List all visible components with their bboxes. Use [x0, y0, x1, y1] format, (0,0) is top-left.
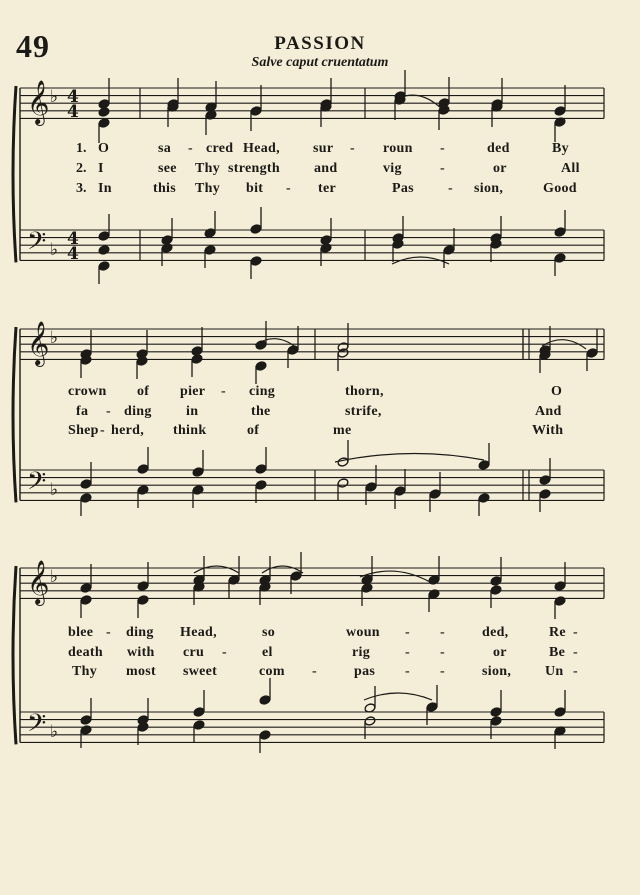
lyric-syllable: O — [551, 384, 563, 399]
note-head — [250, 106, 262, 116]
note-head — [554, 581, 566, 591]
flat-icon: ♭ — [50, 722, 59, 742]
lyric-syllable: Shep — [68, 423, 99, 438]
note-head — [337, 457, 349, 467]
note-head — [443, 245, 455, 255]
lyric-hyphen: - — [440, 664, 445, 679]
lyric-syllable: pier — [180, 384, 206, 399]
lyric-syllable: Thy — [195, 161, 221, 176]
lyric-hyphen: - — [440, 625, 445, 640]
note-head — [478, 460, 490, 470]
lyric-syllable: ded — [487, 141, 510, 156]
note-head — [255, 480, 267, 490]
lyric-syllable: think — [173, 423, 207, 438]
note-head — [192, 467, 204, 477]
note-head — [137, 595, 149, 605]
lyric-hyphen: - — [440, 141, 445, 156]
note-head — [361, 583, 373, 593]
lyric-hyphen: - — [573, 664, 578, 679]
note-head — [191, 354, 203, 364]
lyric-syllable: herd, — [111, 423, 144, 438]
note-head — [539, 475, 551, 485]
lyric-hyphen: - — [440, 161, 445, 176]
lyric-hyphen: - — [106, 404, 111, 419]
lyric-syllable: Pas — [392, 181, 414, 196]
note-head — [290, 571, 302, 581]
note-head — [287, 345, 299, 355]
lyric-syllable: pas — [354, 664, 376, 679]
note-head — [539, 489, 551, 499]
note-head — [80, 583, 92, 593]
lyric-syllable: bit — [246, 181, 264, 196]
lyric-syllable: fa — [76, 404, 89, 419]
note-head — [80, 595, 92, 605]
note-head — [98, 231, 110, 241]
note-head — [490, 716, 502, 726]
verse-number: 3. — [76, 181, 87, 196]
lyric-syllable: O — [98, 141, 110, 156]
lyric-hyphen: - — [106, 625, 111, 640]
lyric-syllable: the — [251, 404, 271, 419]
treble-clef-icon: 𝄞 — [27, 80, 50, 124]
note-head — [250, 256, 262, 266]
lyric-syllable: see — [158, 161, 177, 176]
note-head — [193, 707, 205, 717]
flat-icon: ♭ — [50, 87, 59, 107]
lyric-syllable: sion, — [482, 664, 512, 679]
lyric-syllable: so — [262, 625, 276, 640]
lyric-syllable: Thy — [72, 664, 98, 679]
lyric-syllable: crown — [68, 384, 107, 399]
slur — [194, 566, 239, 573]
lyric-syllable: cred — [206, 141, 234, 156]
note-head — [490, 576, 502, 586]
lyric-hyphen: - — [188, 141, 193, 156]
hymn-subtitle: Salve caput cruentatum — [251, 55, 389, 70]
lyric-syllable: sa — [158, 141, 172, 156]
flat-icon: ♭ — [50, 567, 59, 587]
lyric-syllable: thorn, — [345, 384, 384, 399]
verse-number: 1. — [76, 141, 87, 156]
lyric-syllable: Head, — [180, 625, 217, 640]
note-head — [80, 493, 92, 503]
lyric-syllable: ding — [124, 404, 152, 419]
lyric-syllable: Un — [545, 664, 564, 679]
bass-clef-icon: 𝄢 — [27, 467, 47, 502]
lyric-hyphen: - — [405, 664, 410, 679]
lyric-hyphen: - — [222, 645, 227, 660]
treble-clef-icon: 𝄞 — [27, 321, 50, 365]
note-head — [204, 245, 216, 255]
lyric-syllable: vig — [383, 161, 402, 176]
lyric-syllable: ter — [318, 181, 336, 196]
lyric-hyphen: - — [405, 625, 410, 640]
note-head — [490, 707, 502, 717]
lyric-syllable: or — [493, 161, 507, 176]
lyric-syllable: With — [532, 423, 564, 438]
treble-clef-icon: 𝄞 — [27, 560, 50, 604]
lyric-hyphen: - — [448, 181, 453, 196]
lyric-syllable: Good — [543, 181, 577, 196]
note-head — [255, 361, 267, 371]
time-signature: 4 — [67, 87, 79, 107]
note-head — [193, 720, 205, 730]
hymn-title: PASSION — [274, 33, 366, 54]
note-head — [364, 716, 376, 726]
note-head — [586, 348, 598, 358]
bass-clef-icon: 𝄢 — [27, 227, 47, 262]
flat-icon: ♭ — [50, 240, 59, 260]
lyric-syllable: death — [68, 645, 103, 660]
note-head — [394, 486, 406, 496]
note-head — [554, 596, 566, 606]
note-head — [137, 464, 149, 474]
flat-icon: ♭ — [50, 328, 59, 348]
note-head — [80, 725, 92, 735]
lyric-syllable: in — [186, 404, 199, 419]
lyric-hyphen: - — [405, 645, 410, 660]
lyric-syllable: el — [262, 645, 273, 660]
slur — [364, 693, 432, 700]
note-head — [478, 493, 490, 503]
brace — [13, 327, 16, 502]
note-head — [80, 715, 92, 725]
note-head — [250, 224, 262, 234]
lyric-syllable: By — [552, 141, 569, 156]
note-head — [426, 702, 438, 712]
lyric-syllable: strife, — [345, 404, 382, 419]
note-head — [337, 478, 349, 488]
note-head — [554, 106, 566, 116]
lyric-syllable: com — [259, 664, 285, 679]
note-head — [259, 695, 271, 705]
lyric-syllable: Re — [549, 625, 566, 640]
note-head — [554, 253, 566, 263]
lyric-syllable: roun — [383, 141, 413, 156]
brace — [13, 86, 16, 262]
lyric-hyphen: - — [100, 423, 105, 438]
lyric-syllable: cru — [183, 645, 205, 660]
note-head — [255, 464, 267, 474]
lyric-syllable: In — [98, 181, 112, 196]
lyric-syllable: Head, — [243, 141, 280, 156]
lyric-syllable: me — [333, 423, 352, 438]
lyric-syllable: ded, — [482, 625, 509, 640]
note-head — [98, 118, 110, 128]
note-head — [204, 228, 216, 238]
note-head — [554, 227, 566, 237]
note-head — [137, 485, 149, 495]
note-head — [137, 581, 149, 591]
lyric-syllable: with — [127, 645, 155, 660]
lyric-syllable: sion, — [474, 181, 504, 196]
note-head — [365, 482, 377, 492]
hymn-number: 49 — [16, 28, 50, 64]
lyric-hyphen: - — [573, 625, 578, 640]
lyric-syllable: most — [126, 664, 156, 679]
lyric-syllable: ding — [126, 625, 154, 640]
note-head — [98, 261, 110, 271]
note-head — [429, 489, 441, 499]
lyric-hyphen: - — [573, 645, 578, 660]
verse-number: 2. — [76, 161, 87, 176]
note-head — [320, 243, 332, 253]
note-head — [98, 245, 110, 255]
lyric-syllable: Be — [549, 645, 566, 660]
lyric-syllable: strength — [228, 161, 280, 176]
lyric-syllable: rig — [352, 645, 371, 660]
time-signature: 4 — [67, 229, 79, 249]
flat-icon: ♭ — [50, 480, 59, 500]
lyric-syllable: and — [314, 161, 338, 176]
lyric-hyphen: - — [440, 645, 445, 660]
note-head — [80, 479, 92, 489]
lyric-hyphen: - — [312, 664, 317, 679]
note-head — [98, 107, 110, 117]
lyric-syllable: blee — [68, 625, 94, 640]
lyric-syllable: or — [493, 645, 507, 660]
note-head — [161, 243, 173, 253]
note-head — [192, 485, 204, 495]
lyric-syllable: this — [153, 181, 176, 196]
lyric-syllable: sur — [313, 141, 334, 156]
lyric-syllable: sweet — [183, 664, 218, 679]
note-head — [554, 707, 566, 717]
lyric-hyphen: - — [350, 141, 355, 156]
slur — [335, 453, 484, 462]
lyric-syllable: of — [137, 384, 150, 399]
note-head — [490, 585, 502, 595]
lyric-syllable: All — [561, 161, 580, 176]
lyric-syllable: I — [98, 161, 104, 176]
lyric-syllable: woun — [346, 625, 380, 640]
lyric-hyphen: - — [221, 384, 226, 399]
lyric-hyphen: - — [286, 181, 291, 196]
lyric-syllable: of — [247, 423, 260, 438]
brace — [13, 566, 16, 744]
note-head — [259, 730, 271, 740]
time-signature: 4 — [67, 244, 79, 264]
bass-clef-icon: 𝄢 — [27, 709, 47, 744]
time-signature: 4 — [67, 102, 79, 122]
lyric-syllable: And — [535, 404, 562, 419]
lyric-syllable: cing — [249, 384, 276, 399]
lyric-syllable: Thy — [195, 181, 221, 196]
